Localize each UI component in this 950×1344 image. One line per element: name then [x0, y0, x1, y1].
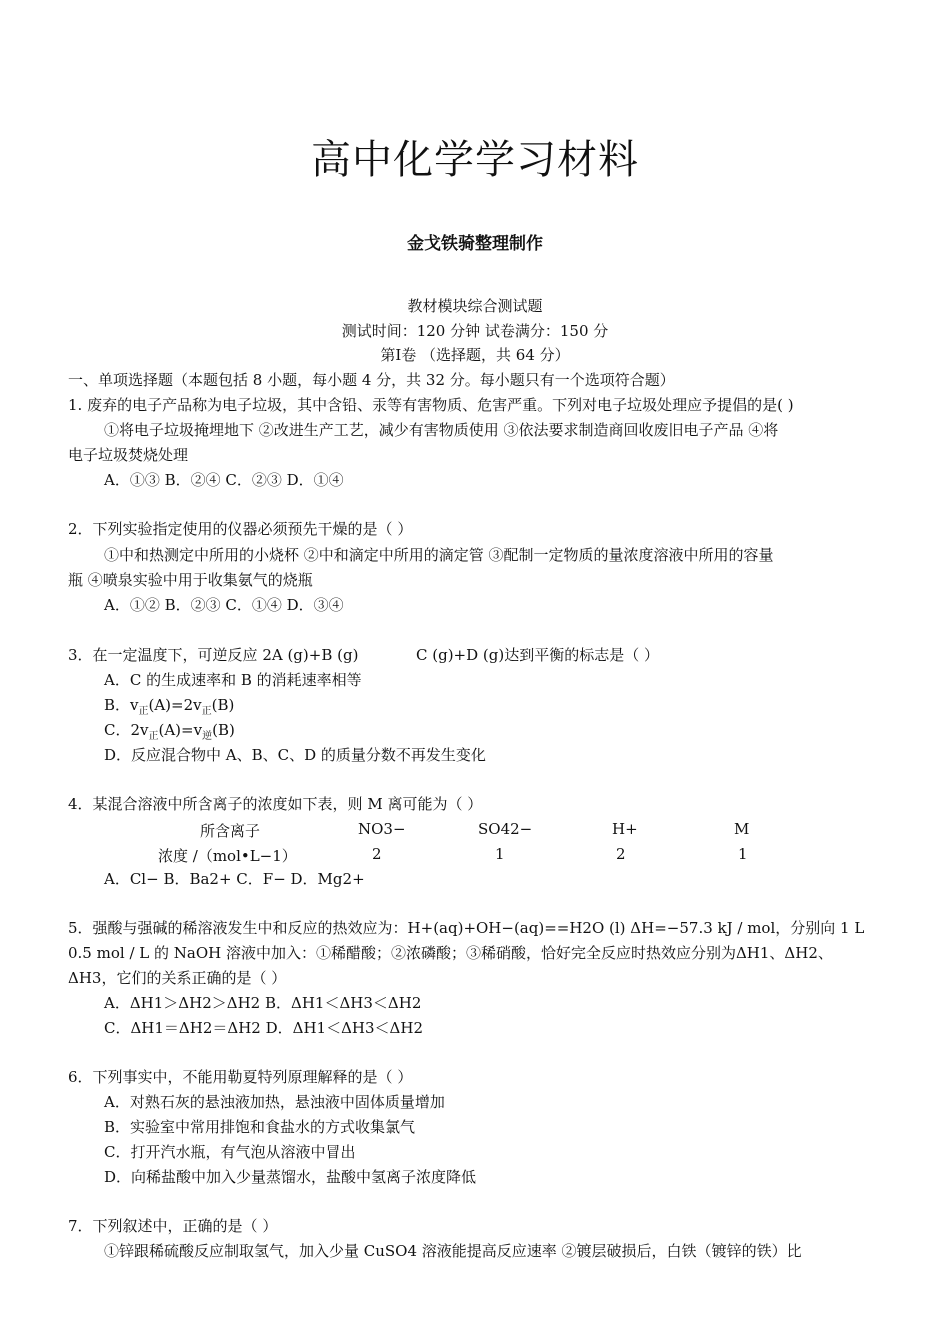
q2-items-line2: 瓶 ④喷泉实验中用于收集氨气的烧瓶 [68, 571, 313, 589]
q3-c-mid: (A)=v [158, 721, 203, 739]
q3-option-d: D．反应混合物中 A、B、C、D 的质量分数不再发生变化 [104, 746, 486, 764]
q5-line3: ΔH3，它们的关系正确的是（ ） [68, 969, 287, 987]
table-value-3: 2 [616, 845, 626, 863]
q3-b-end: (B) [211, 696, 235, 714]
q3-b-pre: B．v [104, 696, 139, 714]
exam-info: 测试时间：120 分钟 试卷满分：150 分 [341, 322, 609, 340]
q3-option-c [104, 721, 235, 746]
q2-items-line1: ①中和热测定中所用的小烧杯 ②中和滴定中所用的滴定管 ③配制一定物质的量浓度溶液中所用的容量 [104, 546, 774, 564]
q2-stem: 2．下列实验指定使用的仪器必须预先干燥的是（ ） [68, 520, 413, 538]
table-ion-4: M [734, 820, 750, 838]
q5-options-cd: C．ΔH1＝ΔH2＝ΔH2 D．ΔH1＜ΔH3＜ΔH2 [104, 1019, 424, 1037]
q4-options: A．Cl− B．Ba2+ C．F− D．Mg2+ [104, 870, 365, 888]
table-ion-1: NO3− [358, 820, 406, 838]
q3-b-sub1: 正 [138, 706, 149, 717]
q3-c-sub1: 正 [148, 731, 159, 742]
q3-stem-a: 3．在一定温度下，可逆反应 2A (g)+B (g) [68, 646, 359, 664]
q1-stem: 1. 废弃的电子产品称为电子垃圾，其中含铅、汞等有害物质、危害严重。下列对电子垃圾处理应予提倡的是( ) [68, 396, 794, 414]
table-row-head-conc: 浓度 /（mol•L−1） [158, 847, 297, 865]
q3-c-sub2: 逆 [202, 731, 213, 742]
q4-stem: 4．某混合溶液中所含离子的浓度如下表，则 M 离可能为（ ） [68, 795, 483, 813]
q5-line2: 0.5 mol / L 的 NaOH 溶液中加入：①稀醋酸；②浓磷酸；③稀硝酸，恰好完全反应时热效应分别为ΔH1、ΔH2、 [68, 944, 833, 962]
table-ion-3: H+ [612, 820, 638, 838]
q6-option-b: B．实验室中常用排饱和食盐水的方式收集氯气 [104, 1118, 416, 1136]
exam-part: 第Ⅰ卷 （选择题，共 64 分） [380, 346, 570, 364]
q1-items-line1: ①将电子垃圾掩埋地下 ②改进生产工艺，减少有害物质使用 ③依法要求制造商回收废旧电子产品 ④将 [104, 421, 779, 439]
q6-option-a: A．对熟石灰的悬浊液加热，悬浊液中固体质量增加 [104, 1093, 445, 1111]
section-heading: 一、单项选择题（本题包括 8 小题，每小题 4 分，共 32 分。每小题只有一个选项符合题） [68, 371, 675, 389]
table-value-2: 1 [495, 845, 505, 863]
q7-line1: ①锌跟稀硫酸反应制取氢气，加入少量 CuSO4 溶液能提高反应速率 ②镀层破损后，白铁（镀锌的铁）比 [104, 1242, 802, 1260]
q3-c-pre: C．2v [104, 721, 149, 739]
q7-stem: 7．下列叙述中，正确的是（ ） [68, 1217, 278, 1235]
q6-option-c: C．打开汽水瓶，有气泡从溶液中冒出 [104, 1143, 356, 1161]
document-subtitle: 金戈铁骑整理制作 [407, 234, 543, 254]
table-value-1: 2 [372, 845, 382, 863]
q6-stem: 6．下列事实中，不能用勒夏特列原理解释的是（ ） [68, 1068, 413, 1086]
q3-b-sub2: 正 [201, 706, 212, 717]
q3-stem-b: C (g)+D (g)达到平衡的标志是（ ） [416, 646, 659, 664]
q3-c-end: (B) [212, 721, 235, 739]
q3-b-mid: (A)=2v [148, 696, 202, 714]
q3-option-a: A．C 的生成速率和 B 的消耗速率相等 [104, 671, 362, 689]
q6-option-d: D．向稀盐酸中加入少量蒸馏水，盐酸中氢离子浓度降低 [104, 1168, 477, 1186]
q1-options: A．①③ B．②④ C．②③ D．①④ [104, 471, 344, 489]
q1-items-line2: 电子垃圾焚烧处理 [68, 446, 189, 464]
exam-name: 教材模块综合测试题 [407, 297, 543, 315]
q3-option-b [104, 696, 234, 721]
table-row-head-ions: 所含离子 [200, 822, 261, 840]
q5-line1: 5．强酸与强碱的稀溶液发生中和反应的热效应为：H+(aq)+OH−(aq)==H2O (l) ΔH=−57.3 kJ / mol，分别向 1 L [68, 919, 865, 937]
q2-options: A．①② B．②③ C．①④ D．③④ [104, 596, 344, 614]
table-ion-2: SO42− [478, 820, 533, 838]
table-value-4: 1 [738, 845, 748, 863]
q5-options-ab: A．ΔH1＞ΔH2＞ΔH2 B．ΔH1＜ΔH3＜ΔH2 [104, 994, 422, 1012]
document-title: 高中化学学习材料 [311, 137, 639, 183]
